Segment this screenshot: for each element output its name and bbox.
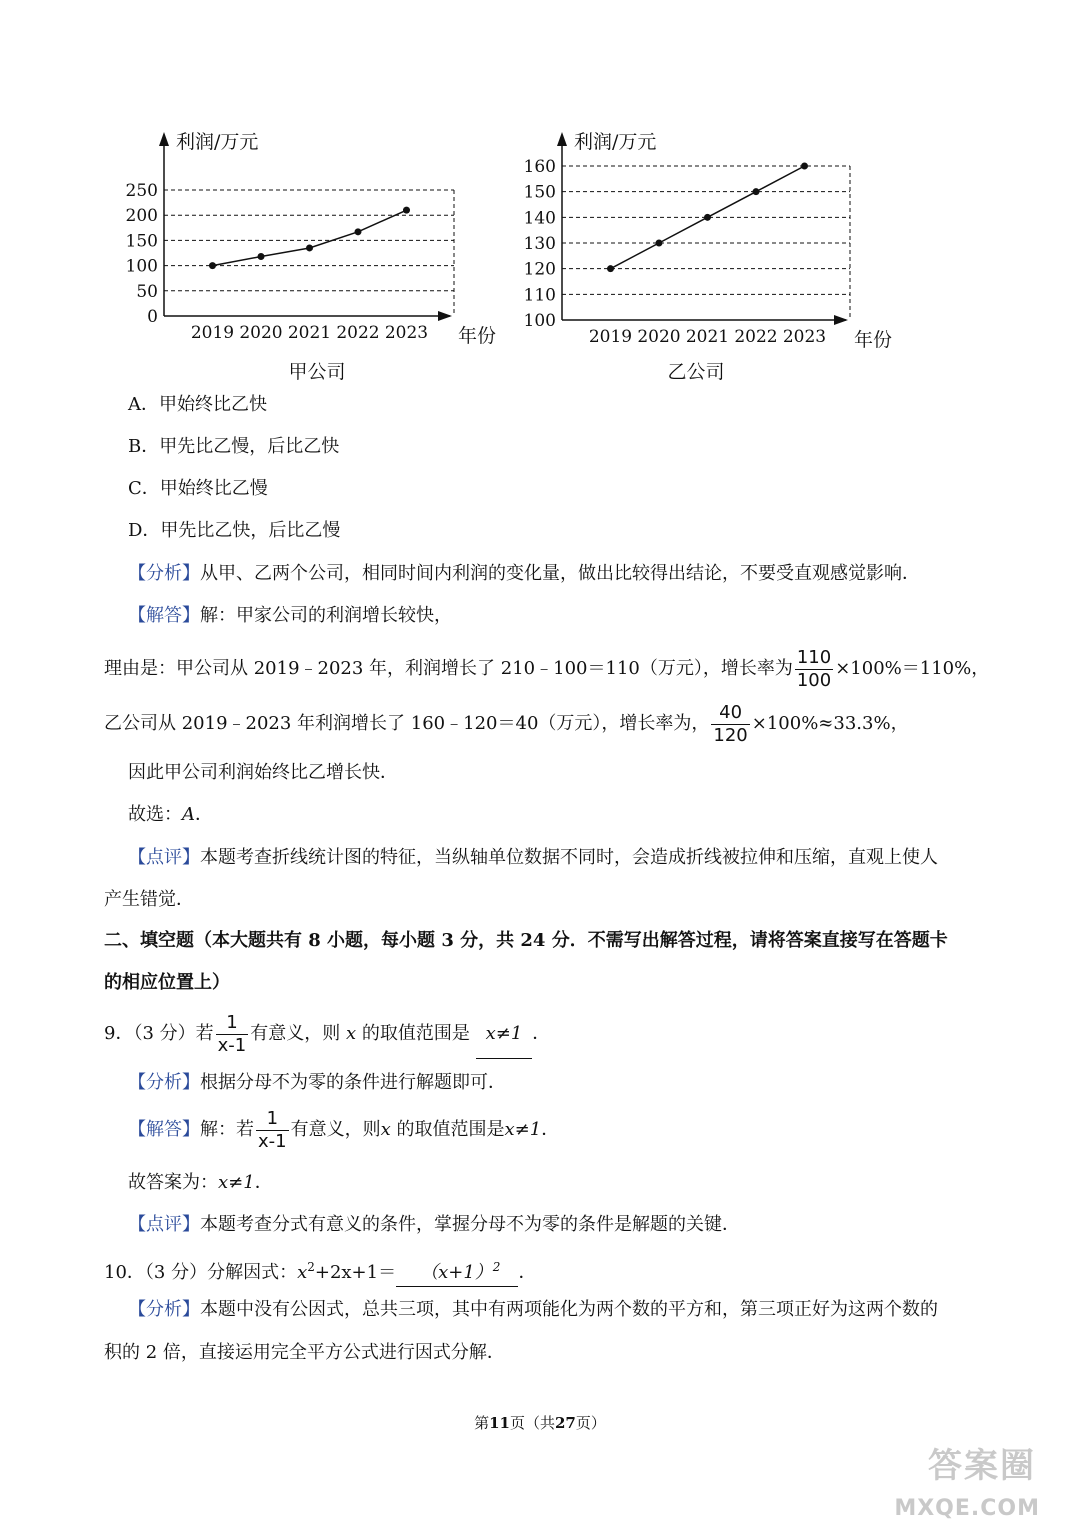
fraction-110-100 [795, 647, 833, 692]
fraction-denominator: 120 [713, 724, 748, 746]
data-point [704, 214, 711, 221]
q10-answer-blank [396, 1254, 518, 1287]
option-d: D．甲先比乙快，后比乙慢 [128, 520, 341, 541]
fraction-denominator: x-1 [217, 1034, 247, 1056]
fraction-numerator: 1 [216, 1012, 249, 1035]
x-tick-label: 2022 [336, 323, 380, 343]
analysis-text: 本题中没有公因式，总共三项，其中有两项能化为两个数的平方和，第三项正好为这两个数的 [200, 1299, 938, 1320]
data-point [753, 188, 760, 195]
q8-comment-cont: 产生错觉． [104, 889, 194, 910]
q8-answer [128, 603, 452, 629]
q10-blank-exponent: 2 [492, 1260, 501, 1274]
comment-tag: 【点评】 [128, 1214, 200, 1235]
q9-question [104, 1010, 550, 1059]
fraction-1-over-x-1 [216, 1012, 249, 1057]
answer-tail: 的取值范围是 [396, 1119, 505, 1140]
q9-answer-blank: x≠1 [476, 1010, 533, 1059]
answer-text: 解：甲家公司的利润增长较快， [200, 605, 452, 626]
data-point [801, 163, 808, 170]
data-point [403, 207, 410, 214]
footer-total-pages: 27 [555, 1414, 576, 1432]
option-b: B．甲先比乙慢，后比乙快 [128, 436, 340, 457]
y-tick-label: 150 [125, 231, 158, 252]
reason-b-text: 乙公司从 2019﹣2023 年利润增长了 160﹣120＝40（万元），增长率为， [104, 713, 710, 734]
x-tick-label: 2023 [782, 327, 827, 347]
footer-mid: 页（共 [509, 1414, 555, 1432]
series-line [213, 210, 407, 265]
final-value: x≠1 [218, 1172, 255, 1193]
y-tick-label: 50 [136, 281, 158, 302]
footer-post: 页） [575, 1414, 606, 1432]
reason-a-text: 理由是：甲公司从 2019﹣2023 年，利润增长了 210﹣100＝110（万元），增长率为 [104, 658, 793, 679]
option-c: C．甲始终比乙慢 [128, 478, 268, 499]
analysis-tag: 【分析】 [128, 1072, 200, 1093]
fraction-numerator: 40 [711, 702, 749, 725]
y-axis-arrow [557, 132, 567, 146]
y-tick-label: 100 [523, 311, 556, 331]
q9-comment [128, 1212, 740, 1238]
answer-end: ． [541, 1119, 560, 1140]
q9-mid: 有意义，则 [250, 1023, 341, 1044]
q10-var: x [297, 1262, 308, 1283]
q10-prefix: 10．（3 分）分解因式： [104, 1262, 298, 1283]
y-tick-label: 200 [125, 206, 158, 227]
x-axis-title: 年份 [458, 325, 497, 347]
q9-tail: 的取值范围是 [361, 1023, 470, 1044]
fraction-numerator: 110 [796, 646, 832, 668]
data-point [306, 244, 313, 251]
answer-pre: 解：若 [200, 1119, 254, 1140]
watermark-logo-top: 答案圈 [928, 1446, 1036, 1486]
chart-company-b [520, 120, 920, 390]
footer-pre: 第 [474, 1414, 490, 1432]
analysis-text: 根据分母不为零的条件进行解题即可． [200, 1072, 506, 1093]
choice-value: A [182, 804, 195, 825]
y-tick-label: 150 [523, 182, 556, 203]
option-a: A．甲始终比乙快 [128, 394, 267, 415]
footer-page-number: 11 [489, 1414, 510, 1432]
reason-b-end: ×100%≈33.3%， [751, 713, 909, 734]
choice-end: ． [195, 804, 213, 825]
x-tick-label: 2020 [239, 323, 283, 343]
fraction-1-over-x-1 [256, 1108, 289, 1153]
data-point [355, 228, 362, 235]
analysis-tag: 【分析】 [128, 1299, 200, 1320]
data-point [607, 265, 614, 272]
q8-choice [128, 802, 213, 828]
q10-analysis [128, 1297, 938, 1323]
analysis-text: 从甲、乙两个公司，相同时间内利润的变化量，做出比较得出结论，不要受直观感觉影响． [200, 563, 920, 584]
x-tick-label: 2019 [190, 323, 235, 343]
x-axis-title: 年份 [854, 329, 893, 351]
final-end: ． [254, 1172, 273, 1193]
x-tick-label: 2021 [287, 323, 332, 343]
q10-blank-text: （x+1） [420, 1262, 493, 1283]
fraction-numerator: 1 [256, 1108, 289, 1131]
answer-tag: 【解答】 [128, 1119, 200, 1140]
answer-mid: 有意义，则 [290, 1119, 381, 1140]
x-tick-label: 2020 [637, 327, 681, 347]
x-tick-label: 2019 [588, 327, 633, 347]
y-tick-label: 120 [523, 259, 556, 280]
q10-end: ． [518, 1262, 537, 1283]
fraction-denominator: x-1 [258, 1130, 287, 1152]
q9-prefix: 9．（3 分）若 [104, 1023, 214, 1044]
chart-company-a [120, 120, 520, 390]
q9-answer [128, 1106, 559, 1154]
fraction-denominator: 100 [796, 669, 832, 691]
page-footer [0, 1412, 1080, 1433]
y-tick-label: 0 [147, 307, 158, 327]
section-heading-line2: 的相应位置上） [104, 972, 230, 993]
answer-var: x [380, 1119, 391, 1140]
final-label: 故答案为： [128, 1172, 218, 1193]
analysis-tag: 【分析】 [128, 563, 200, 584]
q10-analysis-cont: 积的 2 倍，直接运用完全平方公式进行因式分解． [104, 1342, 505, 1363]
y-axis-title: 利润/万元 [574, 131, 657, 153]
choice-label: 故选： [128, 804, 182, 825]
watermark-logo-bottom: MXQE.COM [894, 1496, 1040, 1521]
q8-comment [128, 845, 938, 871]
q9-final [128, 1170, 273, 1196]
chart-title: 乙公司 [667, 361, 725, 383]
y-tick-label: 140 [523, 208, 556, 229]
fraction-40-120 [711, 702, 749, 747]
y-tick-label: 110 [523, 285, 556, 306]
y-axis-arrow [159, 132, 169, 146]
y-tick-label: 100 [125, 256, 158, 277]
y-axis-title: 利润/万元 [176, 131, 259, 153]
q8-reason-a [104, 645, 989, 693]
section-heading-line1: 二、填空题（本大题共有 8 小题，每小题 3 分，共 24 分．不需写出解答过程，请将答案直接写在答题卡 [104, 930, 948, 951]
y-tick-label: 250 [125, 181, 158, 201]
chart-title: 甲公司 [288, 361, 346, 383]
q9-analysis [128, 1070, 506, 1096]
comment-text: 本题考查折线统计图的特征，当纵轴单位数据不同时，会造成折线被拉伸和压缩，直观上使人 [200, 847, 938, 868]
data-point [209, 262, 216, 269]
answer-value: x≠1 [504, 1119, 542, 1140]
x-axis-arrow [834, 315, 848, 325]
q8-conclusion: 因此甲公司利润始终比乙增长快． [128, 762, 398, 783]
x-axis-arrow [438, 311, 452, 321]
q10-exponent: 2 [307, 1260, 315, 1274]
y-tick-label: 160 [523, 157, 556, 177]
x-tick-label: 2023 [384, 323, 429, 343]
y-tick-label: 130 [523, 234, 556, 254]
data-point [258, 253, 265, 260]
q8-reason-b [104, 700, 909, 748]
comment-text: 本题考查分式有意义的条件，掌握分母不为零的条件是解题的关键． [200, 1214, 740, 1235]
answer-tag: 【解答】 [128, 605, 200, 626]
comment-tag: 【点评】 [128, 847, 200, 868]
x-tick-label: 2022 [734, 327, 778, 347]
q9-end: ． [532, 1023, 551, 1044]
q9-var: x [345, 1023, 357, 1044]
q10-question [104, 1254, 536, 1287]
x-tick-label: 2021 [685, 327, 730, 347]
q8-analysis [128, 561, 920, 587]
data-point [656, 240, 663, 247]
q10-expr-rest: +2x+1＝ [314, 1262, 397, 1283]
reason-a-end: ×100%＝110%， [835, 658, 990, 679]
